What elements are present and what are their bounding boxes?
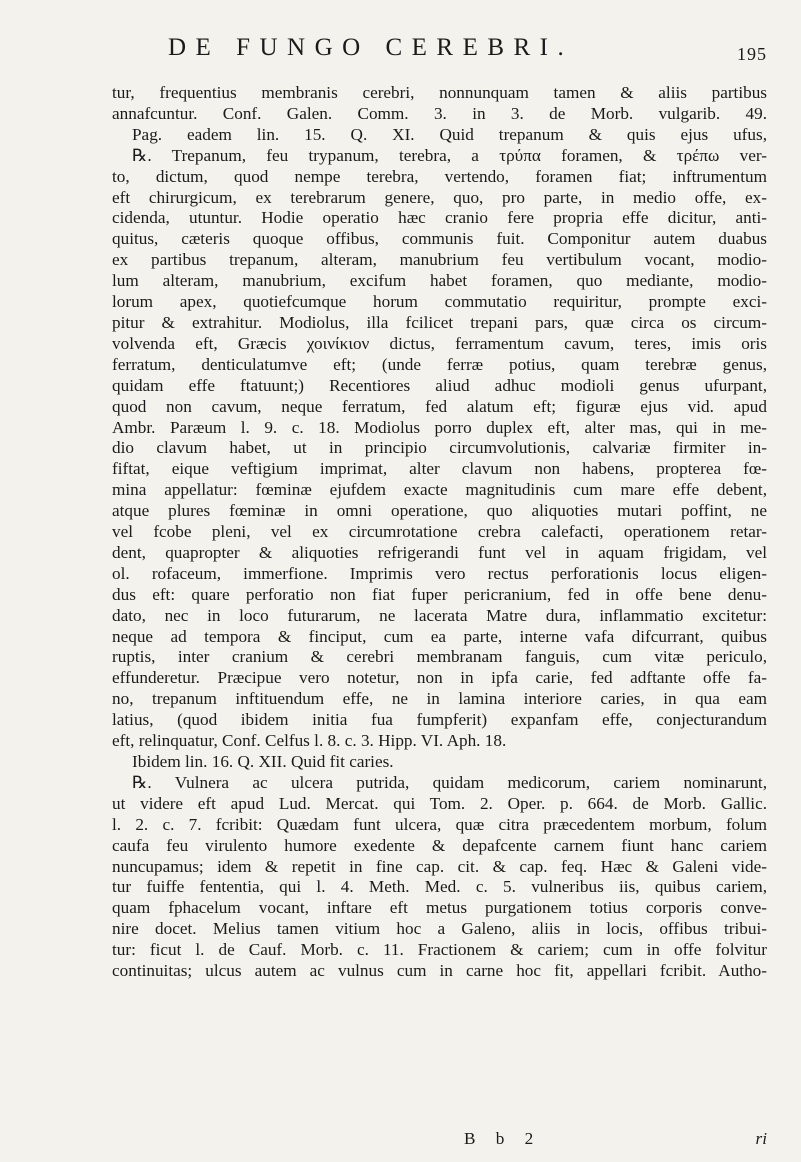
- text-line: latius, (quod ibidem initia fua fumpferit) expanfam effe, conjecturandum: [112, 710, 767, 730]
- text-line: Ibidem lin. 16. Q. XII. Quid fit caries.: [132, 752, 394, 771]
- text-line: ferratum, denticulatumve eft; (unde ferræ potius, quam terebræ genus,: [112, 354, 767, 374]
- text-line: vel fcobe pleni, vel ex circumrotatione crebra calefacti, operationem retar-: [112, 522, 767, 542]
- text-line: effunderetur. Præcipue vero notetur, non in ipfa carie, fed adftante offe fa-: [112, 668, 767, 688]
- text-line: to, dictum, quod nempe terebra, vertendo, foramen fiat; inftrumentum: [112, 166, 767, 186]
- text-line: continuitas; ulcus autem ac vulnus cum in carne hoc fit, appellari fcribit. Autho-: [112, 961, 767, 981]
- text-line: quidam effe ftatuunt;) Recentiores aliud adhuc modioli genus ufurpant,: [112, 375, 767, 395]
- text-line: tur fuiffe fententia, qui l. 4. Meth. Med. c. 5. vulneribus iis, quibus cariem,: [112, 877, 767, 897]
- body-text: [112, 83, 767, 982]
- text-line: atque plures fœminæ in omni operatione, quo aliquoties mutari poffint, ne: [112, 501, 767, 521]
- page-footer: [112, 1129, 767, 1151]
- text-line: cidenda, utuntur. Hodie operatio hæc cranio fere propria effe dicitur, anti-: [112, 208, 767, 228]
- page-header: [0, 34, 801, 74]
- text-line: lum alteram, manubrium, excifum habet foramen, quo mediante, modio-: [112, 271, 767, 291]
- text-line: caufa feu virulento humore exedente & depafcente carnem fiunt hanc cariem: [112, 835, 767, 855]
- text-line: eft chirurgicum, ex terebrarum genere, quo, pro parte, in medio offe, ex-: [112, 187, 767, 207]
- text-line: Ambr. Paræum l. 9. c. 18. Modiolus porro duplex eft, alter mas, qui in me-: [112, 417, 767, 437]
- text-line: ruptis, inter cranium & cerebri membranam fanguis, cum vitæ periculo,: [112, 647, 767, 667]
- text-line: annafcuntur. Conf. Galen. Comm. 3. in 3. de Morb. vulgarib. 49.: [112, 103, 767, 123]
- text-line: ol. rofaceum, immerfione. Imprimis vero rectus perforationis locus eligen-: [112, 563, 767, 583]
- text-line: ut videre eft apud Lud. Mercat. qui Tom. 2. Oper. p. 664. de Morb. Gallic.: [112, 793, 767, 813]
- running-title: DE FUNGO CEREBRI.: [168, 34, 574, 61]
- text-line: volvenda eft, Græcis χοινίκιον dictus, ferramentum cavum, teres, imis oris: [112, 333, 767, 353]
- text-line: tur, frequentius membranis cerebri, nonnunquam tamen & aliis partibus: [112, 83, 767, 102]
- text-line: dus eft: quare perforatio non fiat fuper pericranium, fed in offe bene denu-: [112, 584, 767, 604]
- text-line: quod non cavum, neque ferratum, fed alatum eft; figuræ ejus vid. apud: [112, 396, 767, 416]
- text-line: no, trepanum inftituendum effe, ne in lamina interiore caries, in qua eam: [112, 689, 767, 709]
- text-line: tur: ficut l. de Cauf. Morb. c. 11. Fractionem & cariem; cum in offe folvitur: [112, 940, 767, 960]
- text-line: dio clavum habet, ut in principio circumvolutionis, calvariæ firmiter in-: [112, 438, 767, 458]
- catchword: ri: [755, 1129, 767, 1148]
- text-line: dato, nec in loco futurarum, ne lacerata Matre dura, inflammatio excitetur:: [112, 605, 767, 625]
- text-line: nuncupamus; idem & repetit in fine cap. cit. & cap. feq. Hæc & Galeni vide-: [112, 856, 767, 876]
- text-line: neque ad tempora & finciput, cum ea parte, interne vafa difcurrant, quibus: [112, 626, 767, 646]
- text-line: l. 2. c. 7. fcribit: Quædam funt ulcera, quæ citra præcedentem morbum, folum: [112, 814, 767, 834]
- text-line: quam fphacelum vocant, inftare eft metus purgationem totius corporis conve-: [112, 898, 767, 918]
- text-line: lorum apex, quotiefcumque horum commutatio requiritur, prompte exci-: [112, 292, 767, 312]
- text-line: ℞. Vulnera ac ulcera putrida, quidam medicorum, cariem nominarunt,: [132, 772, 767, 792]
- text-line: mina appellatur: fœminæ ejufdem exacte magnitudinis cum mare effe debent,: [112, 480, 767, 500]
- text-line: Pag. eadem lin. 15. Q. XI. Quid trepanum & quis ejus ufus,: [132, 124, 767, 144]
- text-line: eft, relinquatur, Conf. Celfus l. 8. c. 3. Hipp. VI. Aph. 18.: [112, 731, 507, 751]
- text-line: quitus, cæteris quoque offibus, communis fuit. Componitur autem duabus: [112, 229, 767, 249]
- page-number: 195: [737, 44, 767, 64]
- text-line: fiftat, eique veftigium imprimat, alter clavum non habens, propterea fœ-: [112, 459, 767, 479]
- text-line: ℞. Trepanum, feu trypanum, terebra, a τρύπα foramen, & τρέπω ver-: [132, 145, 767, 165]
- text-line: nire docet. Melius tamen vitium hoc a Galeno, aliis in locis, offibus tribui-: [112, 919, 767, 939]
- text-line: dent, quapropter & aliquoties refrigerandi funt vel in aquam frigidam, vel: [112, 542, 767, 562]
- text-line: pitur & extrahitur. Modiolus, illa fcilicet trepani pars, quæ circa os circum-: [112, 312, 767, 332]
- signature-mark: B b 2: [464, 1129, 542, 1148]
- text-line: ex partibus trepanum, alteram, manubrium feu vertibulum vocant, modio-: [112, 250, 767, 270]
